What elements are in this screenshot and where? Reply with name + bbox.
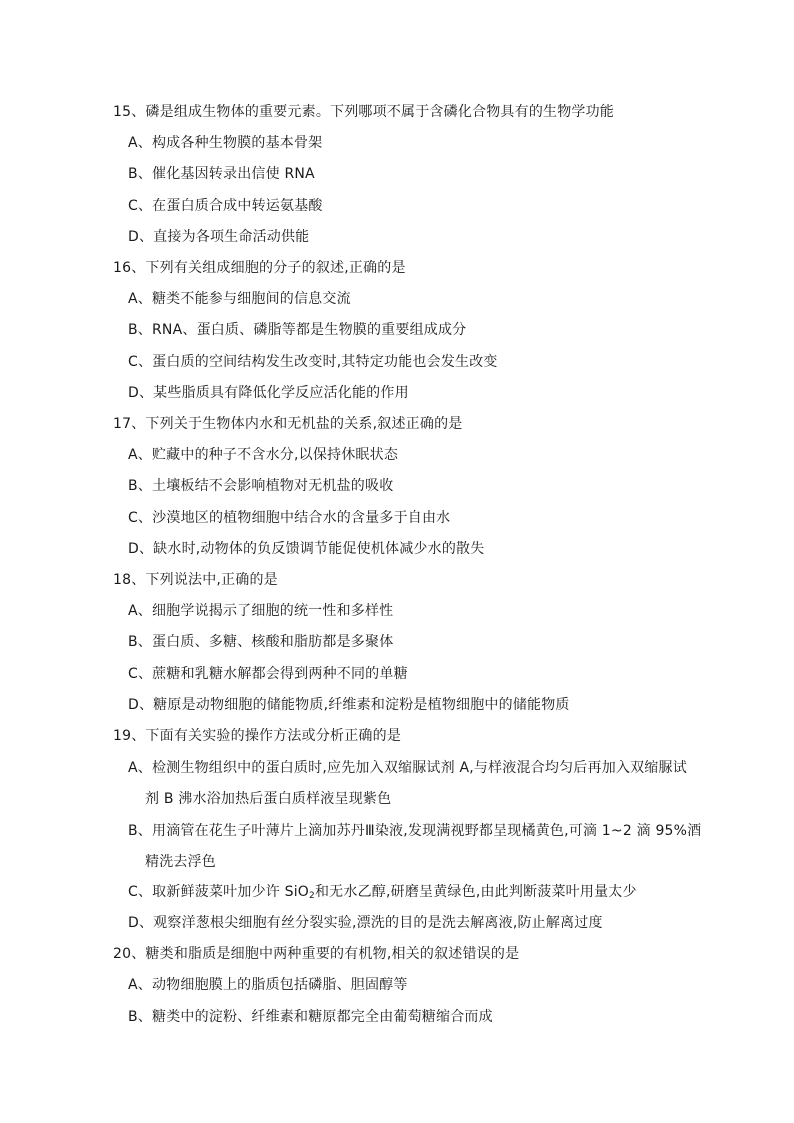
- question-17-option-a: A、贮藏中的种子不含水分,以保持休眠状态: [128, 447, 399, 463]
- question-18-option-d: D、糖原是动物细胞的储能物质,纤维素和淀粉是植物细胞中的储能物质: [128, 697, 570, 713]
- question-15-stem: 15、磷是组成生物体的重要元素。下列哪项不属于含磷化合物具有的生物学功能: [113, 104, 615, 120]
- question-17-stem: 17、下列关于生物体内水和无机盐的关系,叙述正确的是: [113, 416, 463, 432]
- question-19-option-b-continued: 精洗去浮色: [145, 854, 216, 870]
- question-17-option-d: D、缺水时,动物体的负反馈调节能促使机体减少水的散失: [128, 541, 485, 557]
- question-18-stem: 18、下列说法中,正确的是: [113, 572, 278, 588]
- question-19-option-a: A、检测生物组织中的蛋白质时,应先加入双缩脲试剂 A,与样液混合均匀后再加入双缩脲试: [128, 760, 687, 776]
- question-18-option-a: A、细胞学说揭示了细胞的统一性和多样性: [128, 603, 394, 619]
- question-18-option-b: B、蛋白质、多糖、核酸和脂肪都是多聚体: [128, 634, 394, 650]
- question-15-option-d: D、直接为各项生命活动供能: [128, 229, 310, 245]
- question-19-stem: 19、下面有关实验的操作方法或分析正确的是: [113, 728, 402, 744]
- question-16-option-b: B、RNA、蛋白质、磷脂等都是生物膜的重要组成成分: [128, 322, 467, 338]
- question-17-option-b: B、土壤板结不会影响植物对无机盐的吸收: [128, 478, 394, 494]
- question-17-option-c: C、沙漠地区的植物细胞中结合水的含量多于自由水: [128, 510, 451, 526]
- question-15-option-b: B、催化基因转录出信使 RNA: [128, 166, 315, 182]
- question-19-option-c: [128, 882, 637, 902]
- question-16-option-a: A、糖类不能参与细胞间的信息交流: [128, 291, 351, 307]
- question-19-option-b: B、用滴管在花生子叶薄片上滴加苏丹Ⅲ染液,发现满视野都呈现橘黄色,可滴 1~2 滴 95%酒: [128, 823, 702, 839]
- question-20-option-b: B、糖类中的淀粉、纤维素和糖原都完全由葡萄糖缩合而成: [128, 1009, 493, 1025]
- question-15-option-c: C、在蛋白质合成中转运氨基酸: [128, 198, 323, 214]
- question-19-option-c-part2: 和无水乙醇,研磨呈黄绿色,由此判断菠菜叶用量太少: [314, 884, 637, 900]
- question-16-option-c: C、蛋白质的空间结构发生改变时,其特定功能也会发生改变: [128, 354, 498, 370]
- subscript-2: 2: [309, 891, 315, 901]
- question-15-option-a: A、构成各种生物膜的基本骨架: [128, 135, 323, 151]
- question-16-option-d: D、某些脂质具有降低化学反应活化能的作用: [128, 385, 409, 401]
- question-20-stem: 20、糖类和脂质是细胞中两种重要的有机物,相关的叙述错误的是: [113, 946, 520, 962]
- question-19-option-d: D、观察洋葱根尖细胞有丝分裂实验,漂洗的目的是洗去解离液,防止解离过度: [128, 915, 603, 931]
- question-20-option-a: A、动物细胞膜上的脂质包括磷脂、胆固醇等: [128, 977, 408, 993]
- question-19-option-a-continued: 剂 B 沸水浴加热后蛋白质样液呈现紫色: [145, 791, 392, 807]
- question-19-option-c-part1: C、取新鲜菠菜叶加少许 SiO: [128, 884, 310, 900]
- question-16-stem: 16、下列有关组成细胞的分子的叙述,正确的是: [113, 260, 406, 276]
- question-18-option-c: C、蔗糖和乳糖水解都会得到两种不同的单糖: [128, 666, 408, 682]
